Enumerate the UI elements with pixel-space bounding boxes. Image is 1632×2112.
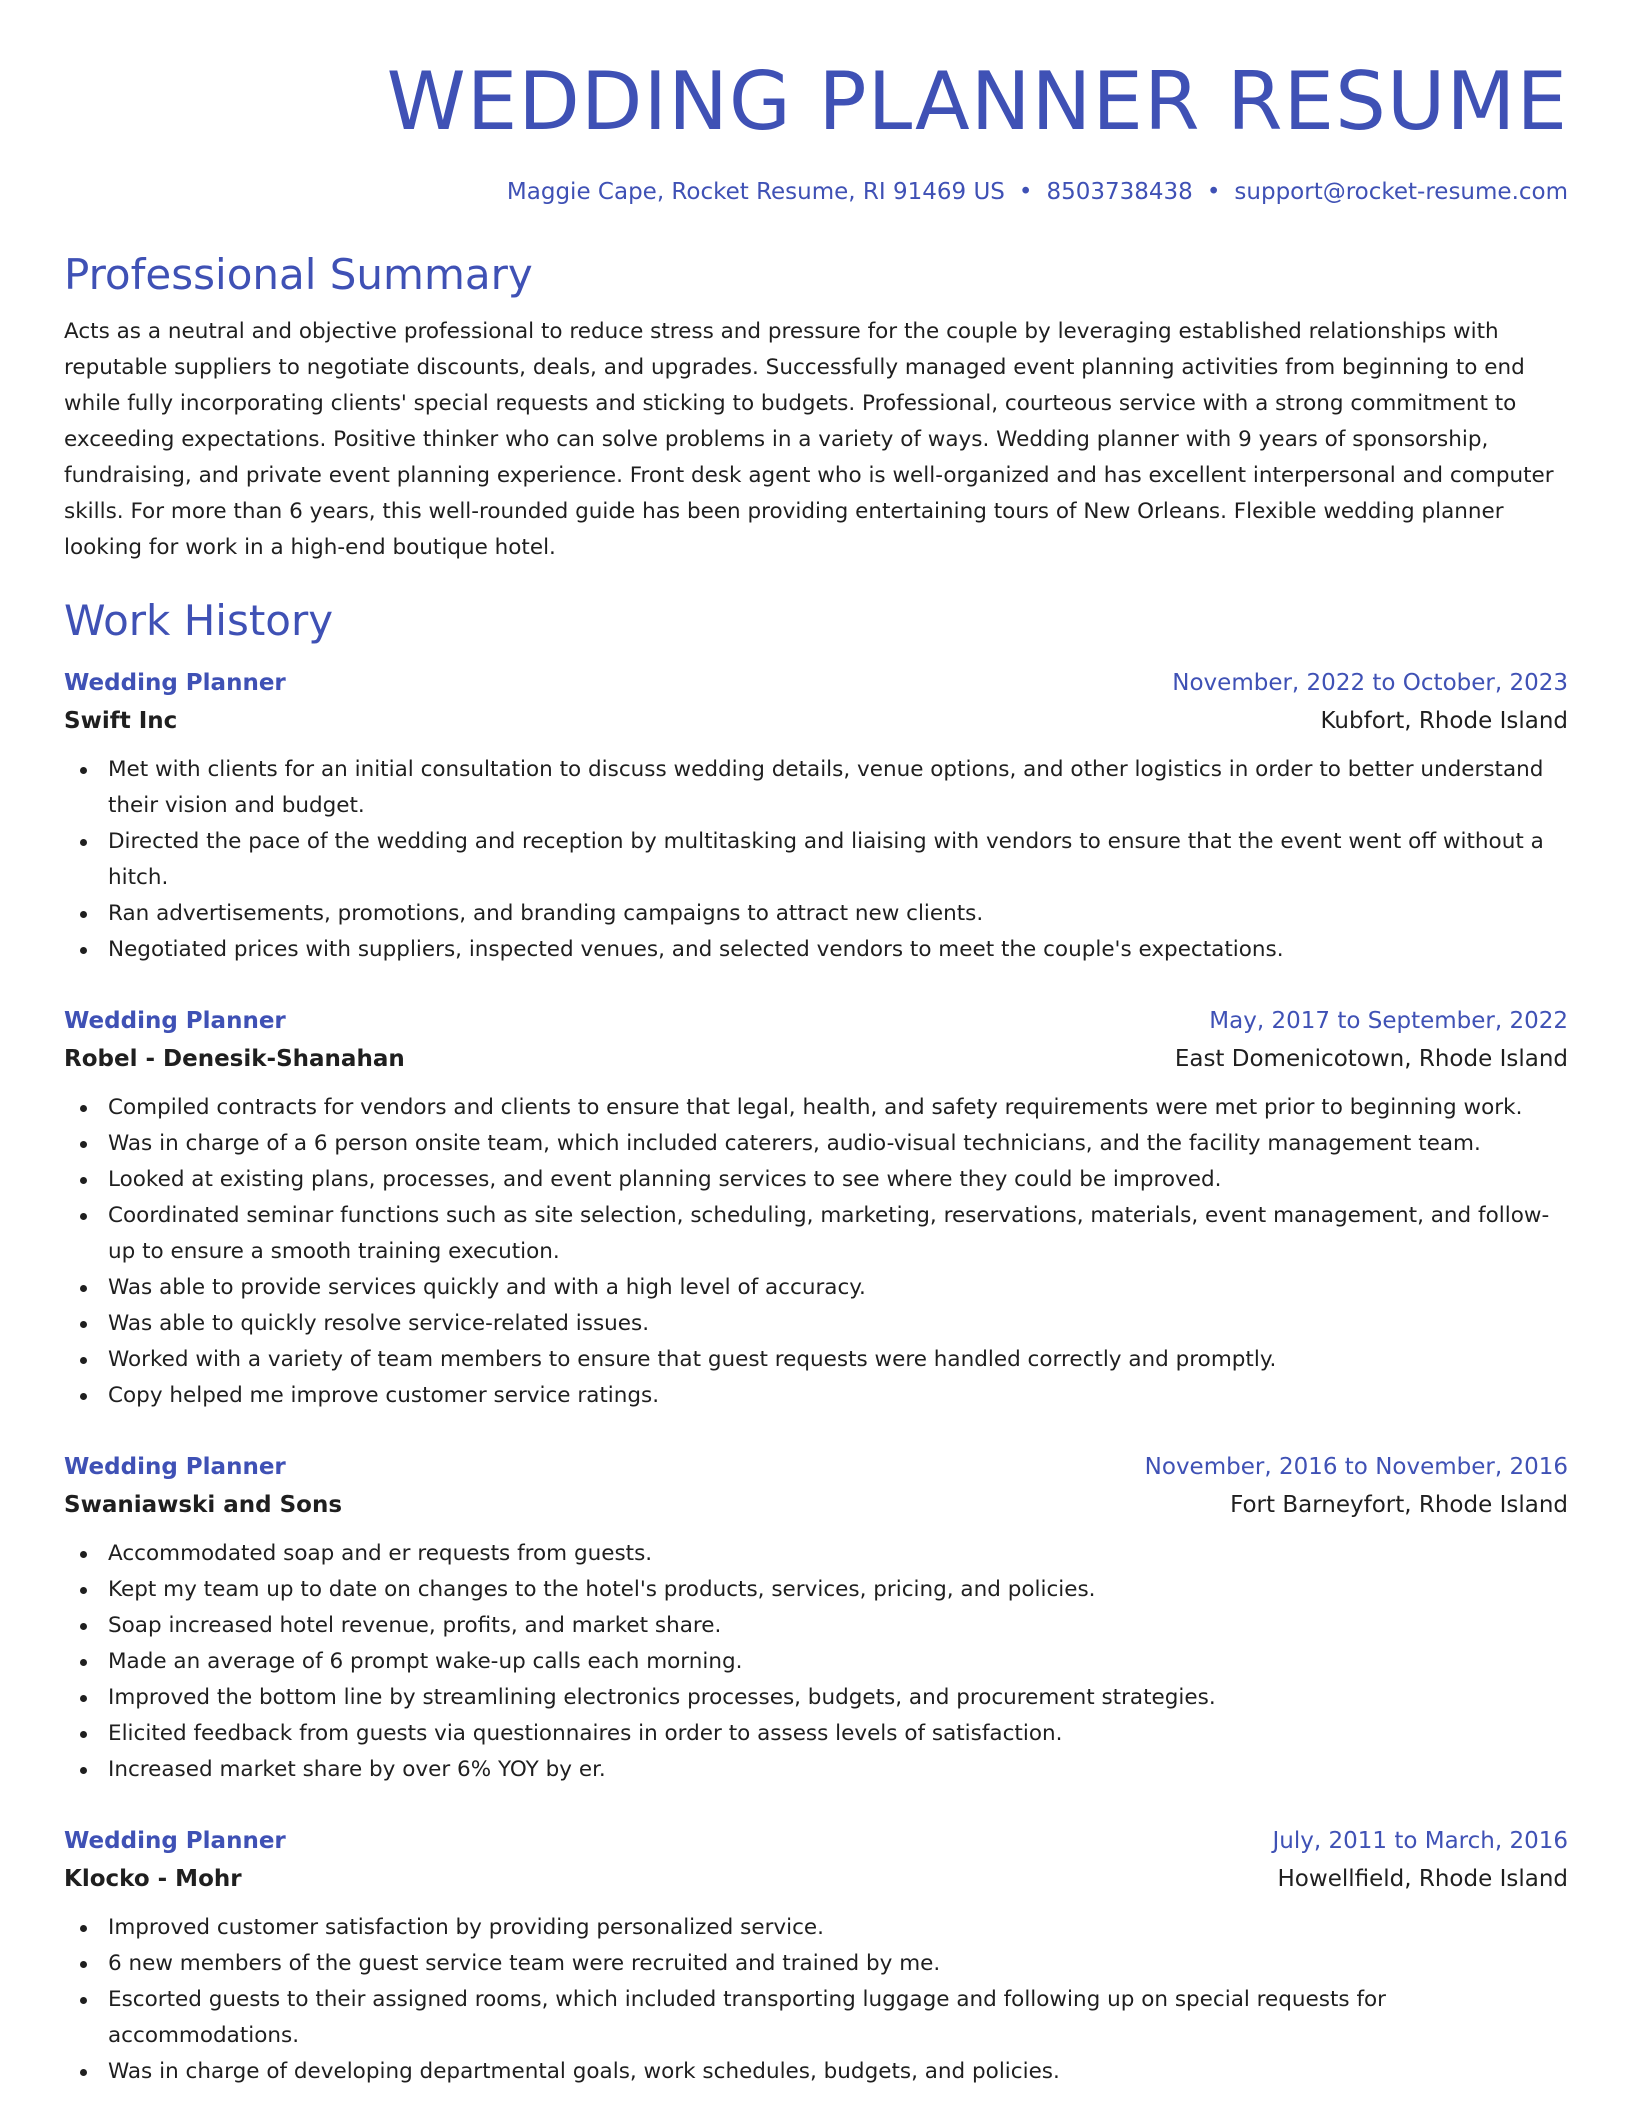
job-company: Swift Inc — [64, 708, 178, 734]
job-bullet: Was in charge of developing departmental goals, work schedules, budgets, and policies. — [64, 2054, 1568, 2090]
job-bullet: Compiled contracts for vendors and clients to ensure that legal, health, and safety requirements were met prior to beginning work. — [64, 1090, 1568, 1126]
job-title-row — [64, 1002, 1568, 1040]
job-bullet: 6 new members of the guest service team were recruited and trained by me. — [64, 1946, 1568, 1982]
work-history-section — [64, 594, 1568, 2090]
job-bullet: Copy helped me improve customer service ratings. — [64, 1378, 1568, 1414]
job-location: Fort Barneyfort, Rhode Island — [1230, 1492, 1568, 1518]
job-bullets — [64, 1910, 1568, 2090]
job-bullets — [64, 1536, 1568, 1788]
job-entry — [64, 1822, 1568, 2090]
job-entry — [64, 664, 1568, 968]
contact-phone: 8503738438 — [1046, 179, 1193, 205]
job-entry — [64, 1448, 1568, 1788]
job-company: Robel - Denesik-Shanahan — [64, 1046, 405, 1072]
job-bullet: Worked with a variety of team members to ensure that guest requests were handled correctly and promptly. — [64, 1342, 1568, 1378]
job-dates: November, 2022 to October, 2023 — [1172, 670, 1568, 696]
job-bullet: Negotiated prices with suppliers, inspected venues, and selected vendors to meet the couple's expectations. — [64, 932, 1568, 968]
job-title: Wedding Planner — [64, 670, 286, 696]
job-bullets — [64, 752, 1568, 968]
job-location: Kubfort, Rhode Island — [1320, 708, 1568, 734]
job-entry — [64, 1002, 1568, 1414]
job-bullet: Was in charge of a 6 person onsite team, which included caterers, audio-visual technicians, and the facility management team. — [64, 1126, 1568, 1162]
contact-address: Maggie Cape, Rocket Resume, RI 91469 US — [506, 179, 1005, 205]
job-bullet: Soap increased hotel revenue, profits, and market share. — [64, 1608, 1568, 1644]
job-bullet: Improved customer satisfaction by providing personalized service. — [64, 1910, 1568, 1946]
contact-line — [64, 176, 1568, 208]
job-title: Wedding Planner — [64, 1828, 286, 1854]
job-bullet: Made an average of 6 prompt wake-up calls each morning. — [64, 1644, 1568, 1680]
job-bullet: Accommodated soap and er requests from guests. — [64, 1536, 1568, 1572]
contact-separator: • — [1018, 179, 1033, 205]
job-dates: July, 2011 to March, 2016 — [1272, 1828, 1568, 1854]
job-bullet: Was able to provide services quickly and with a high level of accuracy. — [64, 1270, 1568, 1306]
job-title-row — [64, 1448, 1568, 1486]
job-bullet: Looked at existing plans, processes, and event planning services to see where they could be improved. — [64, 1162, 1568, 1198]
job-company: Swaniawski and Sons — [64, 1492, 343, 1518]
resume-header — [64, 52, 1568, 208]
job-bullet: Ran advertisements, promotions, and branding campaigns to attract new clients. — [64, 896, 1568, 932]
job-bullet: Was able to quickly resolve service-related issues. — [64, 1306, 1568, 1342]
job-company-row — [64, 1860, 1568, 1898]
job-bullet: Met with clients for an initial consultation to discuss wedding details, venue options, and other logistics in order to better understand their vision and budget. — [64, 752, 1568, 824]
job-company-row — [64, 1040, 1568, 1078]
summary-section — [64, 248, 1568, 566]
job-dates: May, 2017 to September, 2022 — [1209, 1008, 1568, 1034]
resume-title: WEDDING PLANNER RESUME — [386, 55, 1568, 148]
job-title: Wedding Planner — [64, 1454, 286, 1480]
job-bullet: Escorted guests to their assigned rooms, which included transporting luggage and following up on special requests for accommodations. — [64, 1982, 1568, 2054]
job-title-row — [64, 1822, 1568, 1860]
job-title-row — [64, 664, 1568, 702]
job-bullet: Kept my team up to date on changes to the hotel's products, services, pricing, and policies. — [64, 1572, 1568, 1608]
job-bullet: Elicited feedback from guests via questionnaires in order to assess levels of satisfaction. — [64, 1716, 1568, 1752]
job-location: East Domenicotown, Rhode Island — [1174, 1046, 1568, 1072]
job-bullets — [64, 1090, 1568, 1414]
job-bullet: Directed the pace of the wedding and reception by multitasking and liaising with vendors to ensure that the event went off without a hitch. — [64, 824, 1568, 896]
job-bullet: Coordinated seminar functions such as site selection, scheduling, marketing, reservations, materials, event management, and follow-up to ensure a smooth training execution. — [64, 1198, 1568, 1270]
summary-text: Acts as a neutral and objective professional to reduce stress and pressure for the couple by leveraging established relationships with reputable suppliers to negotiate discounts, deals, and upgrades. Successfully managed event planning activities from beginning to end while fully incorporating clients' special requests and sticking to budgets. Professional, courteous service with a strong commitment to exceeding expectations. Positive thinker who can solve problems in a variety of ways. Wedding planner with 9 years of sponsorship, fundraising, and private event planning experience. Front desk agent who is well-organized and has excellent interpersonal and computer skills. For more than 6 years, this well-rounded guide has been providing entertaining tours of New Orleans. Flexible wedding planner looking for work in a high-end boutique hotel. — [64, 319, 1554, 560]
job-bullet: Increased market share by over 6% YOY by er. — [64, 1752, 1568, 1788]
job-company-row — [64, 702, 1568, 740]
contact-separator: • — [1206, 179, 1221, 205]
work-history-heading: Work History — [64, 596, 334, 645]
job-bullet: Improved the bottom line by streamlining electronics processes, budgets, and procurement strategies. — [64, 1680, 1568, 1716]
job-company-row — [64, 1486, 1568, 1524]
job-company: Klocko - Mohr — [64, 1866, 242, 1892]
job-dates: November, 2016 to November, 2016 — [1144, 1454, 1568, 1480]
contact-email: support@rocket-resume.com — [1234, 179, 1568, 205]
summary-heading: Professional Summary — [64, 250, 533, 299]
job-title: Wedding Planner — [64, 1008, 286, 1034]
job-location: Howellfield, Rhode Island — [1277, 1866, 1568, 1892]
